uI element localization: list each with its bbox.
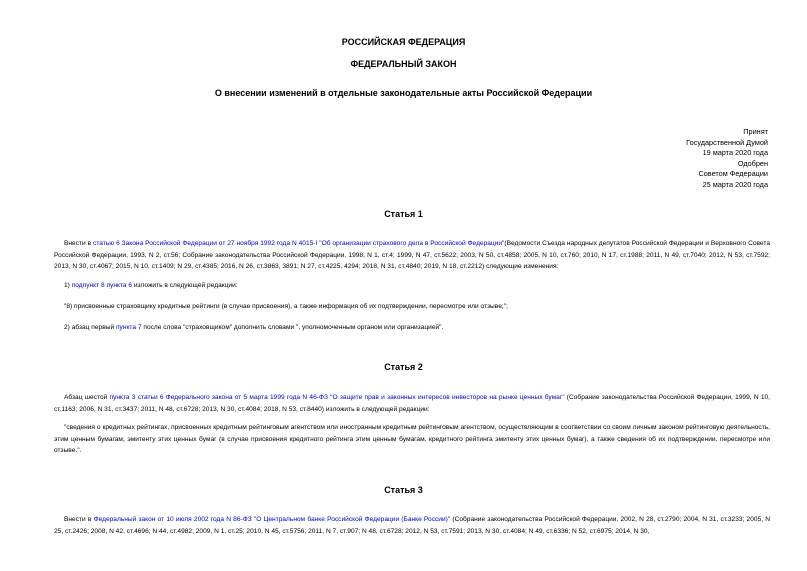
article-1-item-2 bbox=[54, 322, 770, 333]
adoption-line: Советом Федерации bbox=[698, 169, 768, 178]
law-link[interactable]: статью 6 Закона Российской Федерации от 27 ноября 1992 года N 4015-I "Об организации страхового дела в Российской Федерации" bbox=[93, 240, 505, 247]
law-link[interactable]: Федеральный закон от 10 июля 2002 года N 86-ФЗ "О Центральном банке Российской Федерации (Банке России)" bbox=[93, 516, 451, 523]
article-1-item-1 bbox=[54, 280, 770, 291]
item-text: 1) bbox=[64, 282, 72, 289]
intro-text: (Собрание законодательства Российской Федерации, 2002, N 28, ст.2790; 2004, N 31, ст.3233; 2005, N 25, ст.2426; 2008, N 42, ст.4696; N 44, ст.4982; 2009, N 1, ст.25; 2010, N 45, ст.5756; 2011, N 7, ст.907; N 48, ст.6728; 2012, N 53, ст.7591; 2013, N 30, ст.4084; N 49, ст.6336; N 52, ст.6975; 2014, N 30, bbox=[54, 516, 770, 535]
article-3-intro bbox=[54, 514, 770, 537]
article-2-intro bbox=[54, 392, 770, 415]
item-text: изложить в следующей редакции: bbox=[132, 282, 238, 289]
article-2-heading: Статья 2 bbox=[384, 362, 423, 372]
article-1-intro bbox=[54, 238, 770, 273]
article-2-quote: "сведения о кредитных рейтингах, присвоенных кредитным рейтинговым агентством или иностранным кредитным рейтинговым агентством, осуществляющим в соответствии со своим личным законом рейтинговую деятельность, этим ценным бумагам, эмитенту этих ценных бумаг (в случае присвоения кредитного рейтинга этим ценным бумагам, кредитного рейтинга эмитенту этих ценных бумаг), а также сведения об их подтверждении, пересмотре или отзыве.". bbox=[54, 424, 770, 455]
adoption-line: Государственной Думой bbox=[686, 137, 768, 147]
law-title: О внесении изменений в отдельные законодательные акты Российской Федерации bbox=[214, 88, 593, 98]
article-1-item-1-text: "8) присвоенные страховщику кредитные рейтинги (в случае присвоения), а также информация об их подтверждении, пересмотре или отзыве;"; bbox=[64, 303, 508, 310]
intro-text: Внести в bbox=[64, 240, 94, 247]
adoption-block bbox=[686, 127, 768, 190]
article-3-heading: Статья 3 bbox=[384, 485, 423, 495]
intro-text: Внести в bbox=[64, 516, 94, 523]
point-link[interactable]: пункта 7 bbox=[115, 324, 142, 331]
item-text: после слова "страховщиком" дополнить словами ", уполномоченным органом или организацией". bbox=[141, 324, 444, 331]
intro-text: (Ведомости Съезда народных депутатов Российской Федерации и Верховного Совета Российской Федерации, 1993, N 2, ст.56; Собрание законодательства Российской Федерации, 1998, N 1, ст.4; 1999, N 47, ст.5622; 2003, N 50, ст.4858; 2005, N 10, ст.760; 2010, N 17, ст.1988; 2011, N 49, ст.7040; 2012, N 53, ст.7592; 2013, N 30, ст.4067; 2015, N 10, ст.1409; N 29, ст.4385; 2016, N 26, ст.3863, 3891; N 27, ст.4225, 4294; 2018, N 31, ст.4840; 2019, N 18, ст.2212) следующие изменения: bbox=[54, 240, 770, 271]
intro-text: Абзац шестой bbox=[64, 394, 110, 401]
law-link[interactable]: пункта 3 статьи 6 Федерального закона от 5 марта 1999 года N 46-ФЗ "О защите прав и законных интересов инвесторов на рынке ценных бумаг" bbox=[109, 394, 565, 401]
item-text: 2) абзац первый bbox=[64, 324, 116, 331]
adoption-line: 19 марта 2020 года bbox=[702, 148, 768, 157]
doc-type-heading: ФЕДЕРАЛЬНЫЙ ЗАКОН bbox=[350, 59, 457, 69]
article-1-heading: Статья 1 bbox=[384, 209, 423, 219]
country-heading: РОССИЙСКАЯ ФЕДЕРАЦИЯ bbox=[341, 37, 466, 47]
adoption-line: Принят bbox=[743, 127, 768, 136]
adoption-line: Одобрен bbox=[737, 158, 768, 168]
adoption-line: 25 марта 2020 года bbox=[702, 179, 768, 189]
subpoint-link[interactable]: подпункт 8 пункта 6 bbox=[71, 282, 133, 289]
intro-text: (Собрание законодательства Российской Федерации, 1999, N 10, ст.1163; 2006, N 31, ст.3437; 2011, N 48, ст.6728; 2013, N 30, ст.4084; 2018, N 53, ст.8440) изложить в следующей редакции: bbox=[54, 394, 770, 413]
